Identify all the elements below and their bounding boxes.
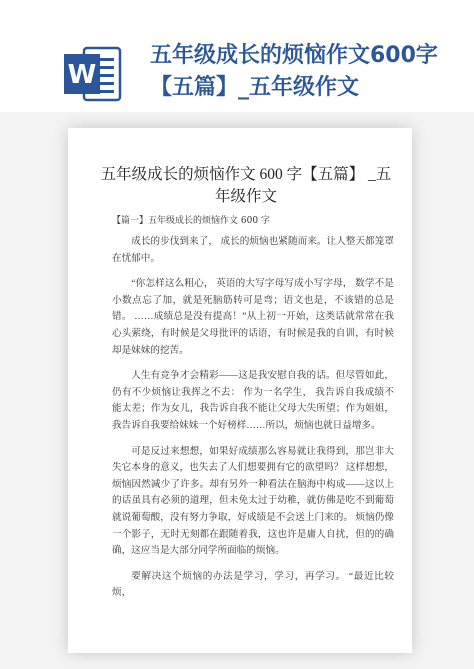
paragraph: 要解决这个烦恼的办法是学习，学习，再学习。 “最近比较烦， — [112, 570, 394, 599]
document-body — [112, 234, 394, 611]
page-title: 五年级成长的烦恼作文600字【五篇】_五年级作文 — [150, 43, 438, 100]
paragraph: “你怎样这么粗心， 英语的大写字母写成小写字母， 数学不是小数点忘了加，就是死脑筋转可是弯；语文也是，不该错的总是错。 ……成绩总是没有提高！”从上初一开始，这类话就常常在我心头萦绕，有时候是父母批评的话语，有时候是我的自训，有时候却是妹妹的挖苦。 — [112, 278, 394, 356]
paragraph: 人生有竞争才会精彩——这是我安慰自我的话。但尽管如此，仍有不少烦恼让我挥之不去： 作为一名学生， 我告诉自我成绩不能太差；作为女儿，我告诉自我不能让父母大失所望；作为姐姐，我告诉自我要给妹妹一个好榜样……所以，烦恼也就日益增多。 — [112, 370, 394, 431]
word-document-icon — [62, 44, 122, 104]
document-page — [68, 128, 412, 653]
document-title: 五年级成长的烦恼作文 600 字【五篇】 _五年级作文 — [100, 166, 392, 205]
word-icon-letter: W — [67, 60, 97, 90]
page-header — [0, 0, 474, 112]
paragraph: 成长的步伐到来了， 成长的烦恼也紧随而来。让人整天都笼罩在忧郁中。 — [112, 236, 394, 264]
paragraph: 可是反过来想想，如果好成绩那么容易就让我得到，那岂非大失它本身的意义，也失去了人们想要拥有它的欲望吗？ 这样想想，烦恼因然减少了许多。却有另外一种看法在脑海中构成——这以上的话虽具有必须的道理，但未免太过于幼稚，就仿佛是吃不到葡萄就说葡萄酸，没有努力争取，好成绩是不会送上门来的。 烦恼仍像一个影子，无时无刻都在跟随着我，这也许是庸人自扰，但的的确确，这应当是大部分同学所面临的烦恼。 — [112, 445, 394, 557]
section-heading: 【篇一】五年级成长的烦恼作文 600 字 — [112, 216, 270, 226]
